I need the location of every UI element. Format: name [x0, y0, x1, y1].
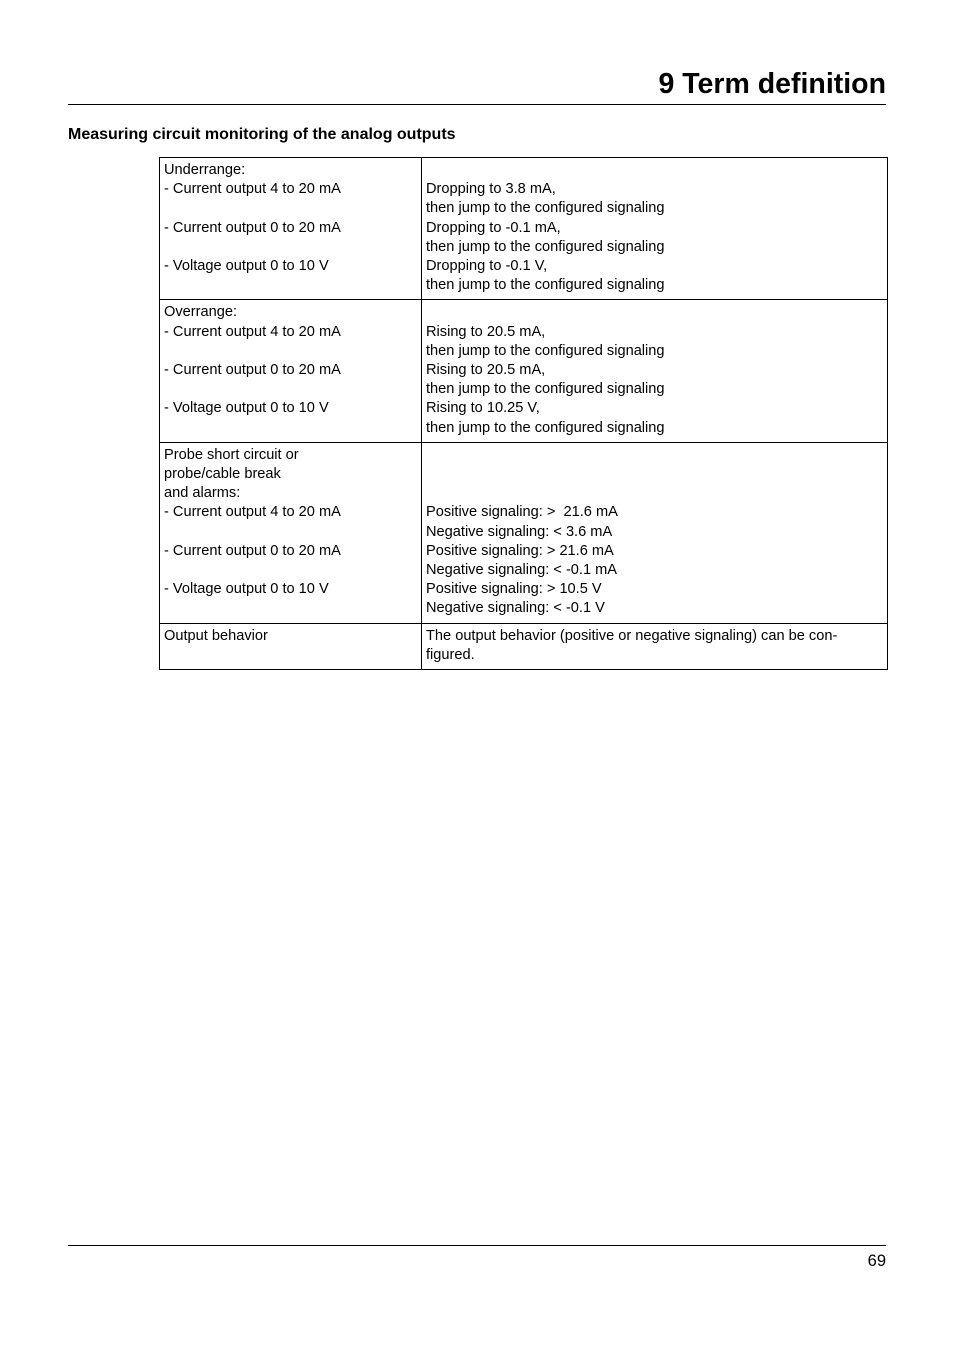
probe-definition-line: Negative signaling: < -0.1 mA	[426, 561, 618, 578]
section-heading: Measuring circuit monitoring of the analog outputs	[68, 126, 456, 143]
overrange-term-cell	[160, 300, 422, 442]
underrange-definition-line: Dropping to -0.1 mA,	[426, 219, 561, 236]
overrange-term-line: - Current output 4 to 20 mA	[164, 323, 341, 340]
underrange-term-line	[164, 276, 417, 295]
probe-definition-line	[426, 484, 883, 503]
probe-term-cell	[160, 442, 422, 623]
probe-term-line	[164, 523, 417, 542]
probe-definition-line: Positive signaling: > 10.5 V	[426, 581, 602, 598]
underrange-definition-line: Dropping to -0.1 V,	[426, 258, 548, 274]
overrange-term-line	[164, 380, 417, 399]
overrange-term-line: - Voltage output 0 to 10 V	[164, 400, 329, 417]
probe-definition-line	[426, 465, 883, 484]
underrange-definition-cell	[422, 158, 888, 300]
probe-definition-cell	[422, 442, 888, 623]
probe-term-line: - Current output 4 to 20 mA	[164, 504, 341, 521]
overrange-definition-line: Rising to 20.5 mA,	[426, 323, 546, 340]
probe-definition-line: Positive signaling: > 21.6 mA	[426, 504, 618, 521]
probe-term-line	[164, 599, 417, 618]
underrange-definition-line: then jump to the configured signaling	[426, 200, 665, 217]
table-row-probe-fault	[160, 442, 888, 623]
overrange-definition-line: then jump to the configured signaling	[426, 342, 665, 359]
underrange-term-line: - Current output 4 to 20 mA	[164, 181, 341, 198]
overrange-definition-cell	[422, 300, 888, 442]
probe-definition-line: Positive signaling: > 21.6 mA	[426, 542, 614, 559]
output-behavior-label: Output behavior	[164, 627, 268, 644]
probe-term-line: probe/cable break	[164, 466, 281, 483]
underrange-term-line	[164, 199, 417, 218]
underrange-definition-line	[426, 161, 883, 180]
table-row-underrange	[160, 158, 888, 300]
probe-definition-line: Negative signaling: < -0.1 V	[426, 600, 605, 617]
underrange-definition-line: Dropping to 3.8 mA,	[426, 181, 556, 198]
table-row-output-behavior	[160, 623, 888, 669]
underrange-term-line: Underrange:	[164, 162, 246, 178]
overrange-definition-line: Rising to 20.5 mA,	[426, 362, 546, 378]
page-number: 69	[867, 1252, 886, 1270]
footer-rule	[68, 1245, 886, 1246]
overrange-term-line	[164, 419, 417, 438]
probe-definition-line: Negative signaling: < 3.6 mA	[426, 523, 613, 540]
overrange-definition-line	[426, 303, 883, 322]
overrange-definition-line: Rising to 10.25 V,	[426, 400, 540, 417]
output-behavior-description: The output behavior (positive or negative signaling) can be con-figured.	[426, 627, 838, 663]
underrange-definition-line: then jump to the configured signaling	[426, 277, 665, 294]
overrange-definition-line: then jump to the configured signaling	[426, 419, 665, 436]
underrange-term-line: - Voltage output 0 to 10 V	[164, 257, 329, 274]
underrange-definition-line: then jump to the configured signaling	[426, 238, 665, 255]
overrange-term-line	[164, 342, 417, 361]
overrange-definition-line: then jump to the configured signaling	[426, 381, 665, 398]
probe-term-line	[164, 561, 417, 580]
overrange-term-line: - Current output 0 to 20 mA	[164, 362, 341, 378]
probe-term-line: - Current output 0 to 20 mA	[164, 542, 341, 559]
probe-term-line: - Voltage output 0 to 10 V	[164, 581, 329, 598]
header-rule	[68, 104, 886, 105]
definition-table	[159, 157, 888, 670]
output-behavior-term-cell	[160, 623, 422, 669]
probe-definition-line	[426, 446, 883, 465]
table-row-overrange	[160, 300, 888, 442]
chapter-title: 9 Term definition	[658, 68, 886, 100]
underrange-term-cell	[160, 158, 422, 300]
underrange-term-line	[164, 238, 417, 257]
underrange-term-line: - Current output 0 to 20 mA	[164, 219, 341, 236]
output-behavior-definition-cell	[422, 623, 888, 669]
probe-term-line: Probe short circuit or	[164, 446, 299, 463]
overrange-term-line: Overrange:	[164, 304, 238, 321]
probe-term-line: and alarms:	[164, 485, 241, 502]
